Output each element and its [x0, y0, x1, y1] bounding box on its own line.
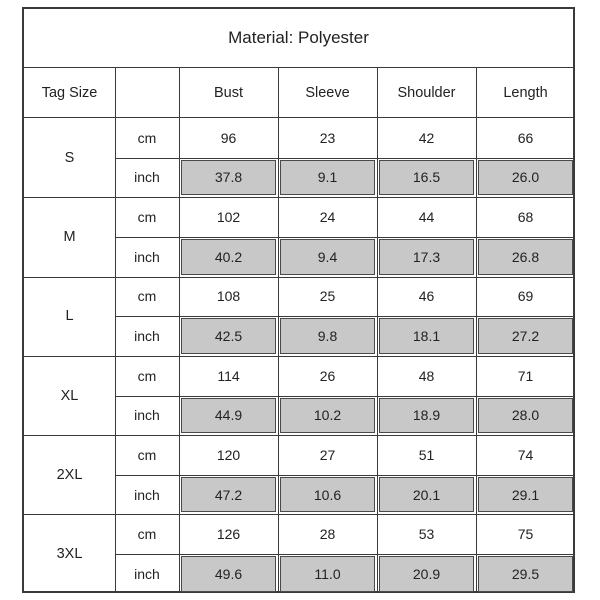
shoulder-inch-cell [377, 396, 476, 436]
sleeve-cm-cell [278, 197, 377, 237]
cell-value: 53 [418, 526, 435, 543]
cell-value: 20.1 [412, 486, 441, 503]
cell-value: 9.8 [317, 328, 338, 345]
bust-inch-cell [179, 316, 278, 356]
bust-cm-cell [179, 197, 278, 237]
sleeve-inch-cell [278, 475, 377, 515]
cell-value: 26 [319, 367, 336, 384]
size-label: M [63, 228, 76, 245]
shoulder-inch-cell [377, 237, 476, 277]
cell-value: 25 [319, 288, 336, 305]
sleeve-inch-cell [278, 316, 377, 356]
sleeve-cm-cell [278, 515, 377, 555]
cell-value: 49.6 [214, 565, 243, 582]
length-inch-cell [476, 554, 575, 594]
sleeve-inch-cell [278, 237, 377, 277]
cell-value: 44.9 [214, 407, 243, 424]
row-divider [115, 554, 573, 555]
cell-value: 26.0 [511, 169, 540, 186]
row-divider [115, 475, 573, 476]
row-divider [115, 396, 573, 397]
size-label: 2XL [56, 466, 83, 483]
size-block [24, 197, 573, 276]
inch-row [115, 475, 573, 515]
cell-value: 16.5 [412, 169, 441, 186]
bust-cm-cell [179, 356, 278, 396]
bust-inch-cell [179, 475, 278, 515]
cell-value: 66 [517, 129, 534, 146]
bust-inch-cell [179, 396, 278, 436]
cell-value: 20.9 [412, 565, 441, 582]
cell-value: 74 [517, 447, 534, 463]
cm-row [115, 197, 573, 237]
length-inch-cell [476, 475, 575, 515]
unit-label: inch [134, 486, 160, 503]
size-block [24, 515, 573, 594]
shoulder-cm-cell [377, 356, 476, 396]
header-row [24, 68, 573, 118]
cell-value: 18.1 [412, 328, 441, 345]
cell-value: 10.6 [313, 486, 342, 503]
unit-label: cm [137, 526, 157, 543]
bust-inch-cell [179, 237, 278, 277]
cell-value: 17.3 [412, 248, 441, 265]
bust-cm-cell [179, 118, 278, 158]
length-cm-cell [476, 435, 575, 475]
cell-value: 28 [319, 526, 336, 543]
length-cm-cell [476, 277, 575, 317]
cell-value: 18.9 [412, 407, 441, 424]
shoulder-inch-cell [377, 158, 476, 198]
sleeve-cm-cell [278, 118, 377, 158]
size-label: XL [60, 387, 79, 404]
cell-value: 23 [319, 129, 336, 146]
header-tag-size: Tag Size [41, 84, 98, 101]
bust-inch-cell [179, 158, 278, 198]
sleeve-inch-cell [278, 554, 377, 594]
size-block [24, 356, 573, 435]
column-divider [278, 68, 279, 591]
length-inch-cell [476, 396, 575, 436]
cell-value: 42 [418, 129, 435, 146]
header-sleeve: Sleeve [305, 84, 350, 101]
cell-value: 27 [319, 447, 336, 463]
size-chart-table [22, 7, 575, 593]
length-cm-cell [476, 515, 575, 555]
shoulder-inch-cell [377, 475, 476, 515]
size-label: S [64, 149, 75, 166]
shoulder-cm-cell [377, 515, 476, 555]
unit-label: inch [134, 407, 160, 424]
cell-value: 26.8 [511, 248, 540, 265]
unit-label: cm [137, 367, 157, 384]
cell-value: 71 [517, 367, 534, 384]
size-block [24, 435, 573, 514]
sleeve-inch-cell [278, 396, 377, 436]
cell-value: 10.2 [313, 407, 342, 424]
length-inch-cell [476, 237, 575, 277]
inch-row [115, 396, 573, 436]
shoulder-cm-cell [377, 435, 476, 475]
table-title: Material: Polyester [24, 9, 573, 68]
length-inch-cell [476, 158, 575, 198]
column-divider [476, 68, 477, 591]
bust-inch-cell [179, 554, 278, 594]
header-shoulder: Shoulder [397, 84, 456, 101]
cell-value: 42.5 [214, 328, 243, 345]
unit-label: cm [137, 209, 157, 226]
sleeve-inch-cell [278, 158, 377, 198]
cell-value: 9.1 [317, 169, 338, 186]
cell-value: 28.0 [511, 407, 540, 424]
column-divider [179, 68, 180, 591]
cell-value: 44 [418, 209, 435, 226]
cell-value: 68 [517, 209, 534, 226]
cell-value: 102 [216, 209, 241, 226]
cell-value: 114 [217, 367, 240, 384]
shoulder-cm-cell [377, 277, 476, 317]
sleeve-cm-cell [278, 356, 377, 396]
length-inch-cell [476, 316, 575, 356]
cell-value: 24 [319, 209, 336, 226]
length-cm-cell [476, 356, 575, 396]
cell-value: 27.2 [511, 328, 540, 345]
cell-value: 9.4 [317, 248, 338, 265]
cell-value: 108 [216, 288, 241, 305]
unit-label: inch [134, 248, 160, 265]
cell-value: 48 [418, 367, 435, 384]
column-divider [377, 68, 378, 591]
bust-cm-cell [179, 435, 278, 475]
sleeve-cm-cell [278, 277, 377, 317]
cell-value: 29.5 [511, 565, 540, 582]
sleeve-cm-cell [278, 435, 377, 475]
unit-label: inch [134, 169, 160, 186]
inch-row [115, 158, 573, 198]
cm-row [115, 356, 573, 396]
length-cm-cell [476, 197, 575, 237]
size-block [24, 118, 573, 197]
unit-label: cm [137, 129, 157, 146]
inch-row [115, 554, 573, 594]
inch-row [115, 237, 573, 277]
cell-value: 46 [418, 288, 435, 305]
length-cm-cell [476, 118, 575, 158]
unit-label: inch [134, 328, 160, 345]
column-divider [115, 68, 116, 591]
shoulder-inch-cell [377, 554, 476, 594]
header-bust: Bust [213, 84, 243, 101]
header-length: Length [503, 84, 548, 101]
unit-label: cm [137, 447, 157, 463]
inch-row [115, 316, 573, 356]
row-divider [115, 158, 573, 159]
size-block [24, 277, 573, 356]
cell-value: 37.8 [214, 169, 243, 186]
shoulder-inch-cell [377, 316, 476, 356]
cm-row [115, 515, 573, 555]
row-divider [115, 237, 573, 238]
cell-value: 29.1 [511, 486, 540, 503]
cell-value: 96 [220, 129, 237, 146]
cell-value: 11.0 [314, 565, 341, 582]
unit-label: inch [134, 565, 160, 582]
cm-row [115, 435, 573, 475]
bust-cm-cell [179, 277, 278, 317]
cell-value: 120 [216, 447, 241, 463]
cm-row [115, 118, 573, 158]
size-label: 3XL [56, 546, 83, 563]
shoulder-cm-cell [377, 197, 476, 237]
unit-label: cm [137, 288, 157, 305]
shoulder-cm-cell [377, 118, 476, 158]
cm-row [115, 277, 573, 317]
cell-value: 126 [216, 526, 241, 543]
cell-value: 47.2 [214, 486, 243, 503]
cell-value: 40.2 [214, 248, 243, 265]
cell-value: 69 [517, 288, 534, 305]
cell-value: 51 [418, 447, 435, 463]
cell-value: 75 [517, 526, 534, 543]
bust-cm-cell [179, 515, 278, 555]
size-label: L [65, 308, 74, 325]
row-divider [115, 316, 573, 317]
